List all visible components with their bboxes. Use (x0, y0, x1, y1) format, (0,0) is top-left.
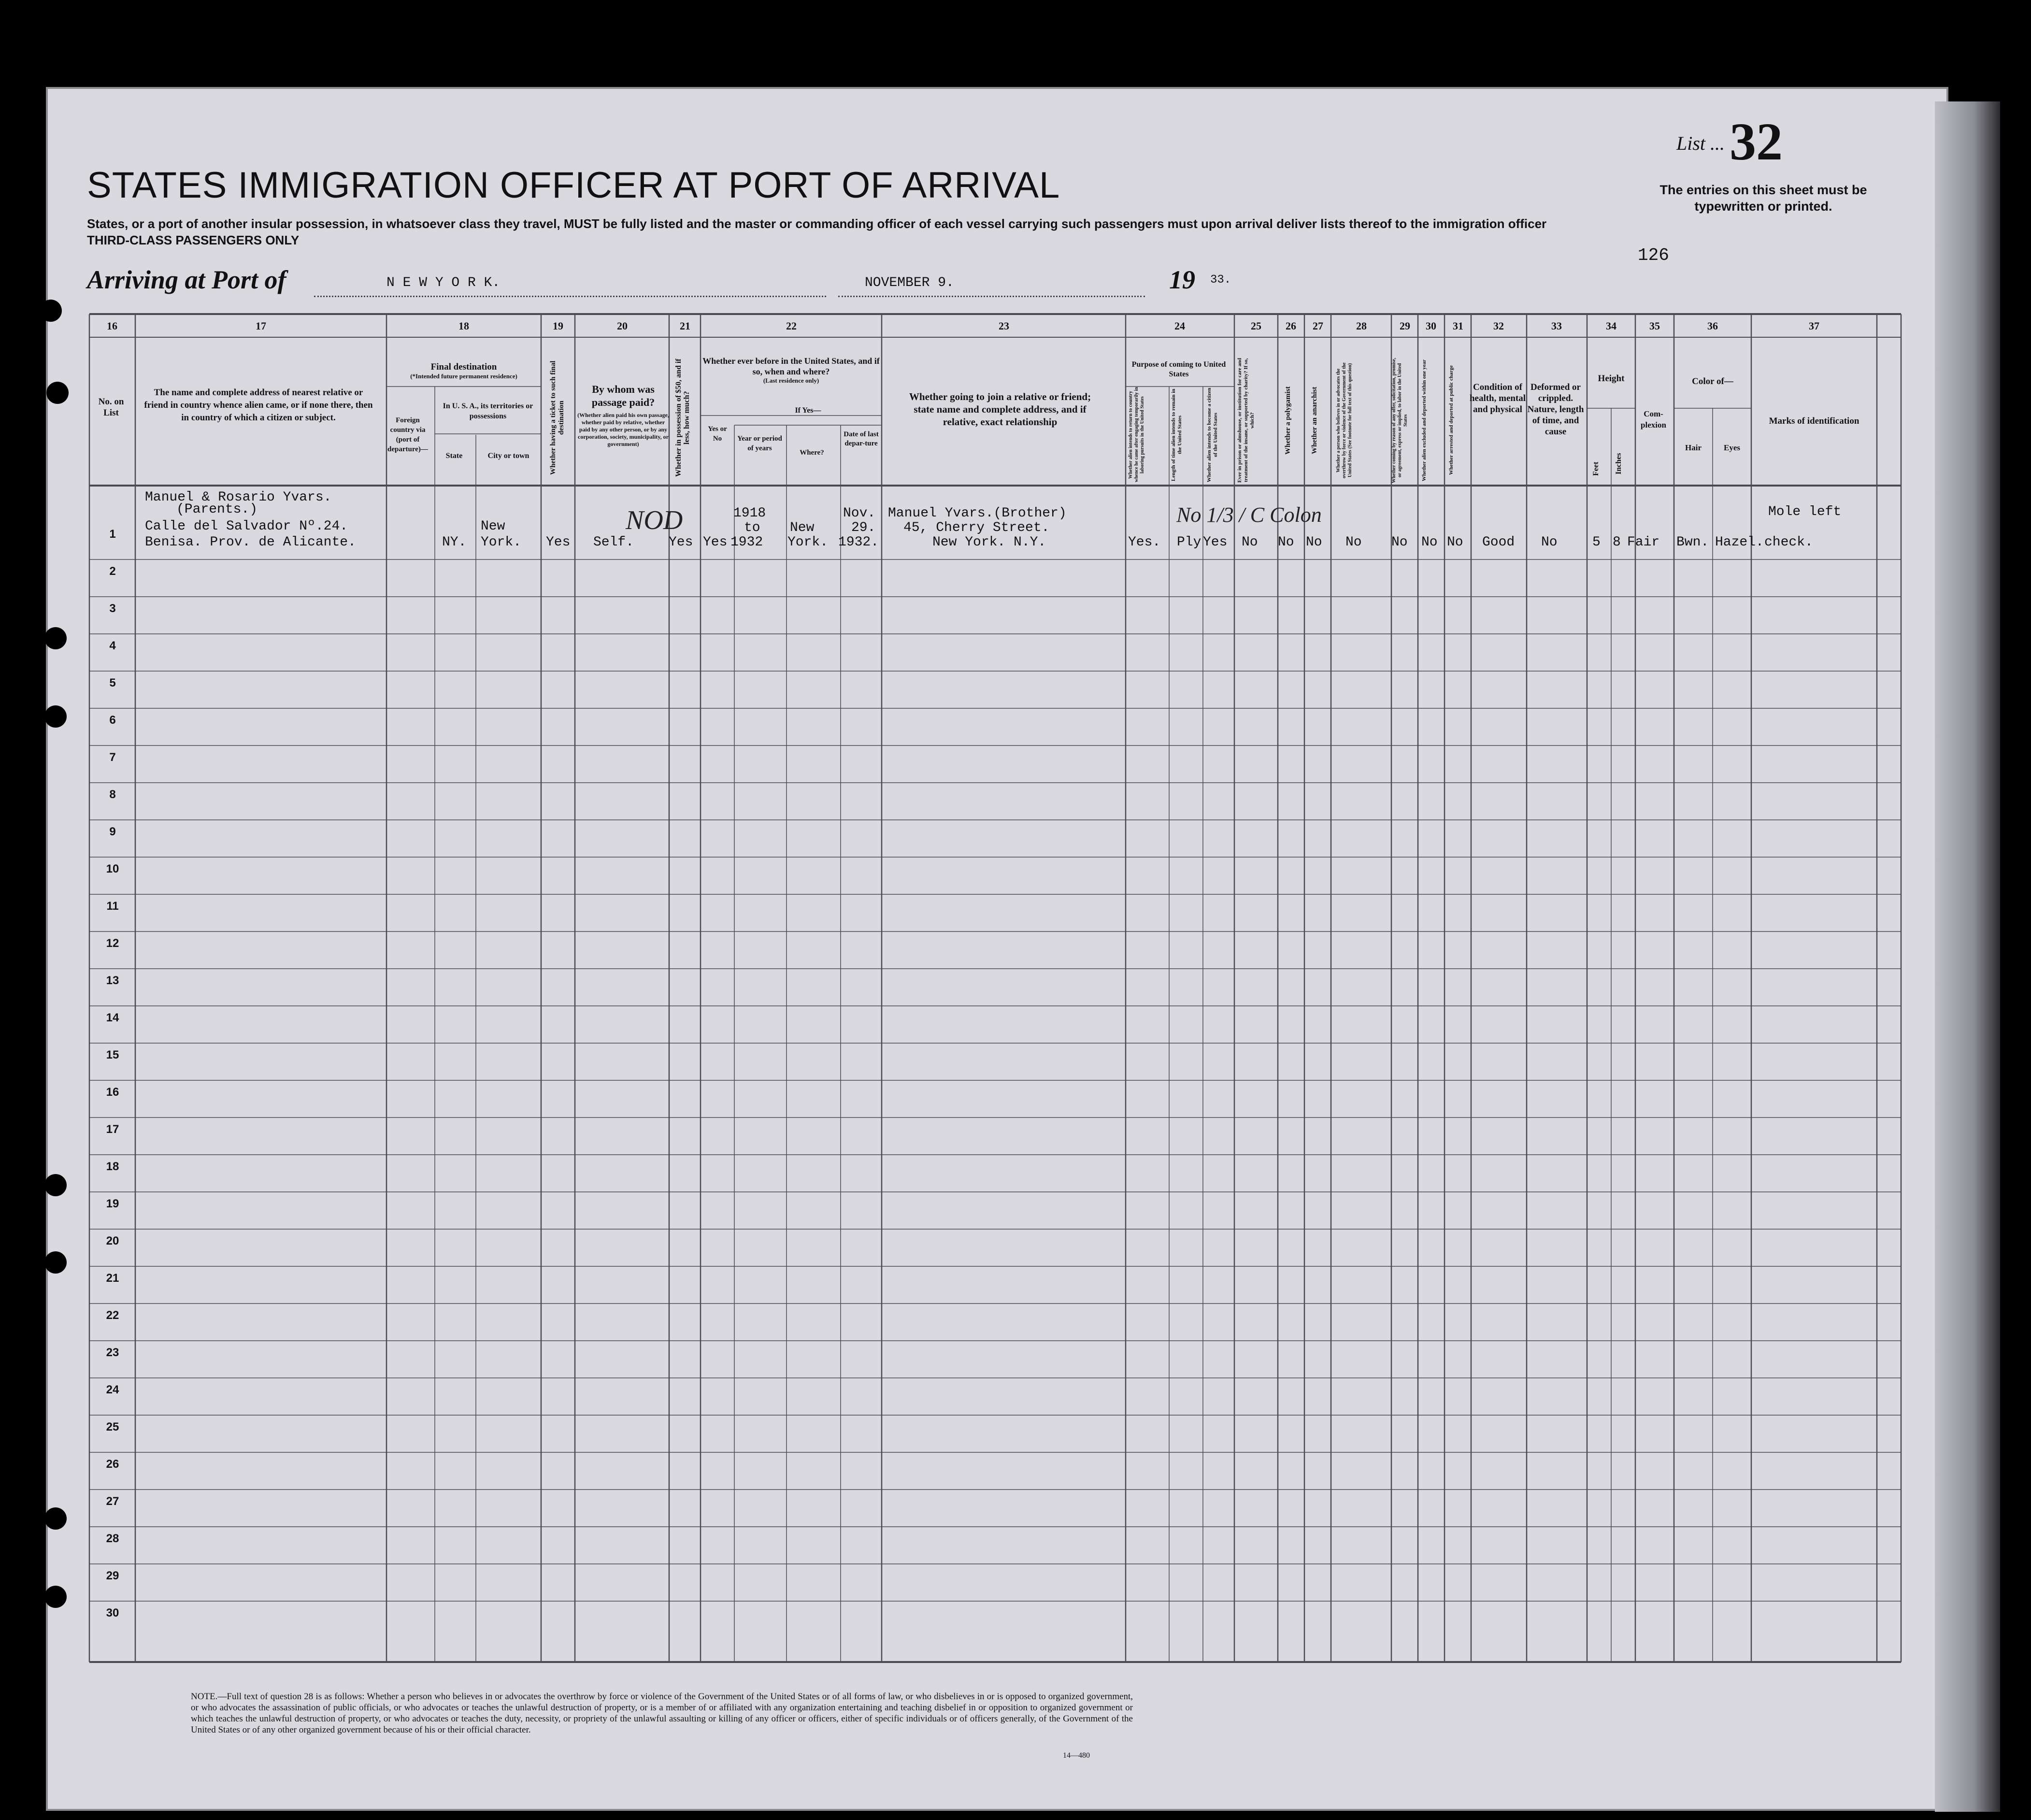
years-1: 1918 (733, 506, 766, 521)
header-where: Where? (800, 449, 824, 457)
header-no-on-list: No. on List (98, 397, 124, 418)
health-value: Good (1482, 535, 1515, 550)
subtitle-line-2: THIRD-CLASS PASSENGERS ONLY (87, 233, 300, 247)
header-excluded: Whether alien excluded and deported within one year (1421, 359, 1427, 481)
header-relative-address: The name and complete address of nearest relative or friend in country whence alien came, or if none there, then in country of which a citizen or subject. (144, 387, 373, 423)
relative-street: Calle del Salvador Nº.24. (145, 519, 348, 534)
header-marks: Marks of identification (1769, 416, 1859, 426)
row-number: 1 (109, 528, 116, 541)
row-number: 25 (106, 1420, 119, 1433)
header-height: Height (1598, 373, 1625, 384)
header-complexion: Com-plexion (1641, 409, 1666, 430)
eyes-value: Hazel. (1715, 535, 1764, 550)
list-label: List (1676, 132, 1706, 154)
header-eyes: Eyes (1724, 443, 1740, 452)
column-number: 25 (1251, 320, 1261, 332)
header-ever-before (701, 356, 882, 385)
row-number: 19 (106, 1197, 119, 1210)
header-health: Condition of health, mental and physical (1469, 382, 1526, 415)
paid-by-value: Self. (593, 535, 634, 550)
ticket-value: Yes (546, 535, 571, 550)
final-destination-title: Final destination (430, 362, 497, 372)
join-city: New York. N.Y. (932, 535, 1046, 550)
relative-note: (Parents.) (176, 502, 258, 517)
destination-city-2: York. (481, 535, 522, 550)
header-year-period: Year or period of years (737, 435, 782, 452)
header-purpose-length: Length of time alien intends to remain in the United States (1171, 388, 1183, 481)
column-number: 35 (1649, 320, 1660, 332)
header-date-departure: Date of last depar-ture (844, 430, 879, 447)
port-value: N E W Y O R K. (386, 275, 501, 290)
header-if-yes: If Yes— (795, 406, 821, 415)
row-number: 15 (106, 1048, 119, 1061)
subtitle-line-1: States, or a port of another insular possession, in whatsoever class they travel, MUST be fully listed and the master or commanding officer of each vessel carrying such passengers must upon arrival deliver lists thereof to the immigration officer (87, 216, 1547, 231)
header-purpose-return: Whether alien intends to return to country whence he came after engaging temporarily in laboring pursuits in the United States (1128, 387, 1145, 483)
row-number: 26 (106, 1458, 119, 1471)
overthrow-value: No (1345, 535, 1362, 550)
arriving-label: Arriving at Port of (87, 265, 286, 294)
money-value: Yes (669, 535, 693, 550)
row-number: 3 (109, 602, 116, 615)
purpose-length-value: Ply (1177, 535, 1201, 550)
row-number: 30 (106, 1606, 119, 1619)
date-value: NOVEMBER 9. (865, 275, 954, 290)
row-number: 29 (106, 1569, 119, 1582)
row-number: 16 (106, 1086, 119, 1099)
column-number: 30 (1426, 320, 1436, 332)
form-number: 126 (1638, 245, 1669, 265)
header-foreign-country: Foreign country via (port of departure)— (387, 416, 428, 453)
header-final-destination (386, 361, 541, 380)
prison-value: No (1242, 535, 1258, 550)
header-passage-paid (577, 372, 669, 448)
relative-name: Manuel & Rosario Yvars. (145, 490, 332, 505)
row-number: 7 (109, 751, 116, 764)
header-color-of: Color of— (1692, 376, 1733, 387)
row-number: 18 (106, 1160, 119, 1173)
column-number: 28 (1356, 320, 1367, 332)
inches-value: 8 (1613, 535, 1621, 550)
destination-state: NY. (442, 535, 467, 550)
row-number: 4 (109, 639, 116, 652)
header-deformed: Deformed or crippled. Nature, length of time, and cause (1527, 382, 1584, 437)
ever-before-subtitle: (Last residence only) (763, 377, 819, 384)
depart-1: Nov. (843, 506, 876, 521)
header-yes-or-no: Yes or No (708, 425, 727, 443)
column-number: 32 (1493, 320, 1504, 332)
join-name: Manuel Yvars.(Brother) (888, 506, 1067, 521)
column-number: 34 (1606, 320, 1616, 332)
row-number: 13 (106, 974, 119, 987)
handwritten-paid-mark: NOD (626, 505, 683, 535)
row-number: 9 (109, 825, 116, 838)
header-labor-offer: Whether coming by reason of any offer, solicitation, promise, or agreement, express or implied, to labor in the United States (1391, 358, 1408, 483)
anarchist-value: No (1306, 535, 1322, 550)
row-number: 23 (106, 1346, 119, 1359)
header-fifty-dollars: Whether in possession of $50, and if less, how much? (674, 358, 691, 477)
before-yes-value: Yes (703, 535, 728, 550)
depart-2: 29. (851, 520, 876, 535)
row-number: 12 (106, 937, 119, 950)
handwritten-purpose-mark: No 1/3 / C Colon (1176, 503, 1322, 527)
list-number: 32 (1730, 112, 1783, 171)
year-suffix: 33. (1210, 273, 1231, 287)
header-city: City or town (487, 452, 529, 460)
purpose-citizen-value: Yes (1203, 535, 1228, 550)
column-number: 31 (1453, 320, 1463, 332)
header-overthrow: Whether a person who believes in or advocates the overthrow by force or violence of the Government of the United States (See footnote for full text of this question) (1336, 362, 1353, 478)
column-number: 33 (1551, 320, 1562, 332)
column-number: 17 (256, 320, 266, 332)
header-inches: Inches (1615, 453, 1623, 475)
header-prison: Ever in prison or almshouse, or institution for care and treatment of the insane, or supported by charity? If so, which? (1237, 358, 1255, 483)
ever-before-title: Whether ever before in the United States, and if so, when and where? (702, 356, 880, 376)
row-number: 28 (106, 1532, 119, 1545)
depart-3: 1932. (838, 535, 879, 550)
destination-city-1: New (481, 519, 505, 534)
header-purpose-citizen: Whether alien intends to become a citizen of the United States (1206, 387, 1218, 482)
row-number: 14 (106, 1011, 119, 1024)
year-prefix: 19 (1169, 265, 1195, 294)
entries-note: The entries on this sheet must be typewritten or printed. (1659, 183, 1867, 214)
deformed-value: No (1541, 535, 1558, 550)
polygamist-value: No (1278, 535, 1294, 550)
feet-value: 5 (1592, 535, 1601, 550)
row-number: 5 (109, 676, 116, 689)
marks-value-1: Mole left (1768, 504, 1842, 519)
where-1: New (790, 520, 815, 535)
column-number: 36 (1707, 320, 1718, 332)
join-street: 45, Cherry Street. (903, 520, 1050, 535)
column-number: 22 (786, 320, 797, 332)
header-feet: Feet (1592, 461, 1600, 476)
header-hair: Hair (1685, 443, 1702, 452)
form-code: 14—480 (1063, 1751, 1090, 1760)
arrested-value: No (1447, 535, 1463, 550)
row-number: 20 (106, 1234, 119, 1247)
header-arrested: Whether arrested and deported at public charge (1448, 365, 1454, 475)
column-number: 20 (617, 320, 628, 332)
column-number: 29 (1400, 320, 1410, 332)
labor-offer-value: No (1391, 535, 1408, 550)
years-3: 1932 (730, 535, 763, 550)
final-destination-subtitle: (*Intended future permanent residence) (410, 373, 517, 380)
row-number: 6 (109, 714, 116, 727)
hair-value: Bwn. (1676, 535, 1709, 550)
column-number: 18 (458, 320, 469, 332)
passage-paid-title: By whom was passage paid? (591, 383, 655, 408)
column-number: 26 (1286, 320, 1296, 332)
row-number: 10 (106, 862, 119, 875)
row-number: 27 (106, 1495, 119, 1508)
header-ticket: Whether having a ticket to such final destination (549, 360, 565, 475)
column-number: 16 (107, 320, 117, 332)
passage-paid-subtitle: (Whether alien paid his own passage, whether paid by relative, whether paid by any other person, or by any corporation, society, municipality, or government) (577, 412, 669, 447)
header-usa: In U. S. A., its territories or possessions (443, 402, 533, 420)
column-number: 27 (1313, 320, 1323, 332)
header-purpose: Purpose of coming to United States (1131, 360, 1226, 378)
header-join-relative: Whether going to join a relative or friend; state name and complete address, and if relative, exact relationship (909, 391, 1091, 428)
complexion-value: Fair (1627, 535, 1660, 550)
purpose-return-value: Yes. (1128, 535, 1161, 550)
column-number: 24 (1174, 320, 1185, 332)
column-number: 37 (1809, 320, 1819, 332)
list-number-block: List ... 32 (1676, 112, 1783, 171)
page-title: STATES IMMIGRATION OFFICER AT PORT OF ARRIVAL (87, 165, 1060, 206)
header-polygamist: Whether a polygamist (1284, 386, 1292, 455)
excluded-value: No (1421, 535, 1438, 550)
relative-town: Benisa. Prov. de Alicante. (145, 535, 356, 550)
row-number: 17 (106, 1123, 119, 1136)
column-number: 19 (553, 320, 563, 332)
column-number: 23 (999, 320, 1009, 332)
header-anarchist: Whether an anarchist (1311, 387, 1318, 454)
footnote: NOTE.—Full text of question 28 is as follows: Whether a person who believes in or advocates the overthrow by force or violence of the Government of the United States or of all forms of law, or who disbelieves in or is opposed to organized government, or who advocates the assassination of public officials, or who advocates or teaches the unlawful destruction of property, or is a member of or affiliated with any organization entertaining and teaching disbelief in or opposition to organized government or which teaches the unlawful destruction of property, or who advocates or teaches the duty, necessity, or propriety of the unlawful assaulting or killing of any officer or officers, either of specific individuals or of officers generally, of the Government of the United States or of any other organized government because of his or their official character. (191, 1691, 1133, 1735)
row-number: 24 (106, 1383, 119, 1396)
row-number: 22 (106, 1309, 119, 1322)
row-number: 8 (109, 788, 116, 801)
header-state: State (445, 452, 463, 460)
column-number: 21 (680, 320, 690, 332)
years-2: to (744, 520, 760, 535)
row-number: 11 (106, 900, 119, 913)
row-number: 2 (109, 565, 116, 578)
marks-value-2: check. (1764, 535, 1813, 550)
row-number: 21 (106, 1272, 119, 1285)
where-2: York. (787, 535, 829, 550)
